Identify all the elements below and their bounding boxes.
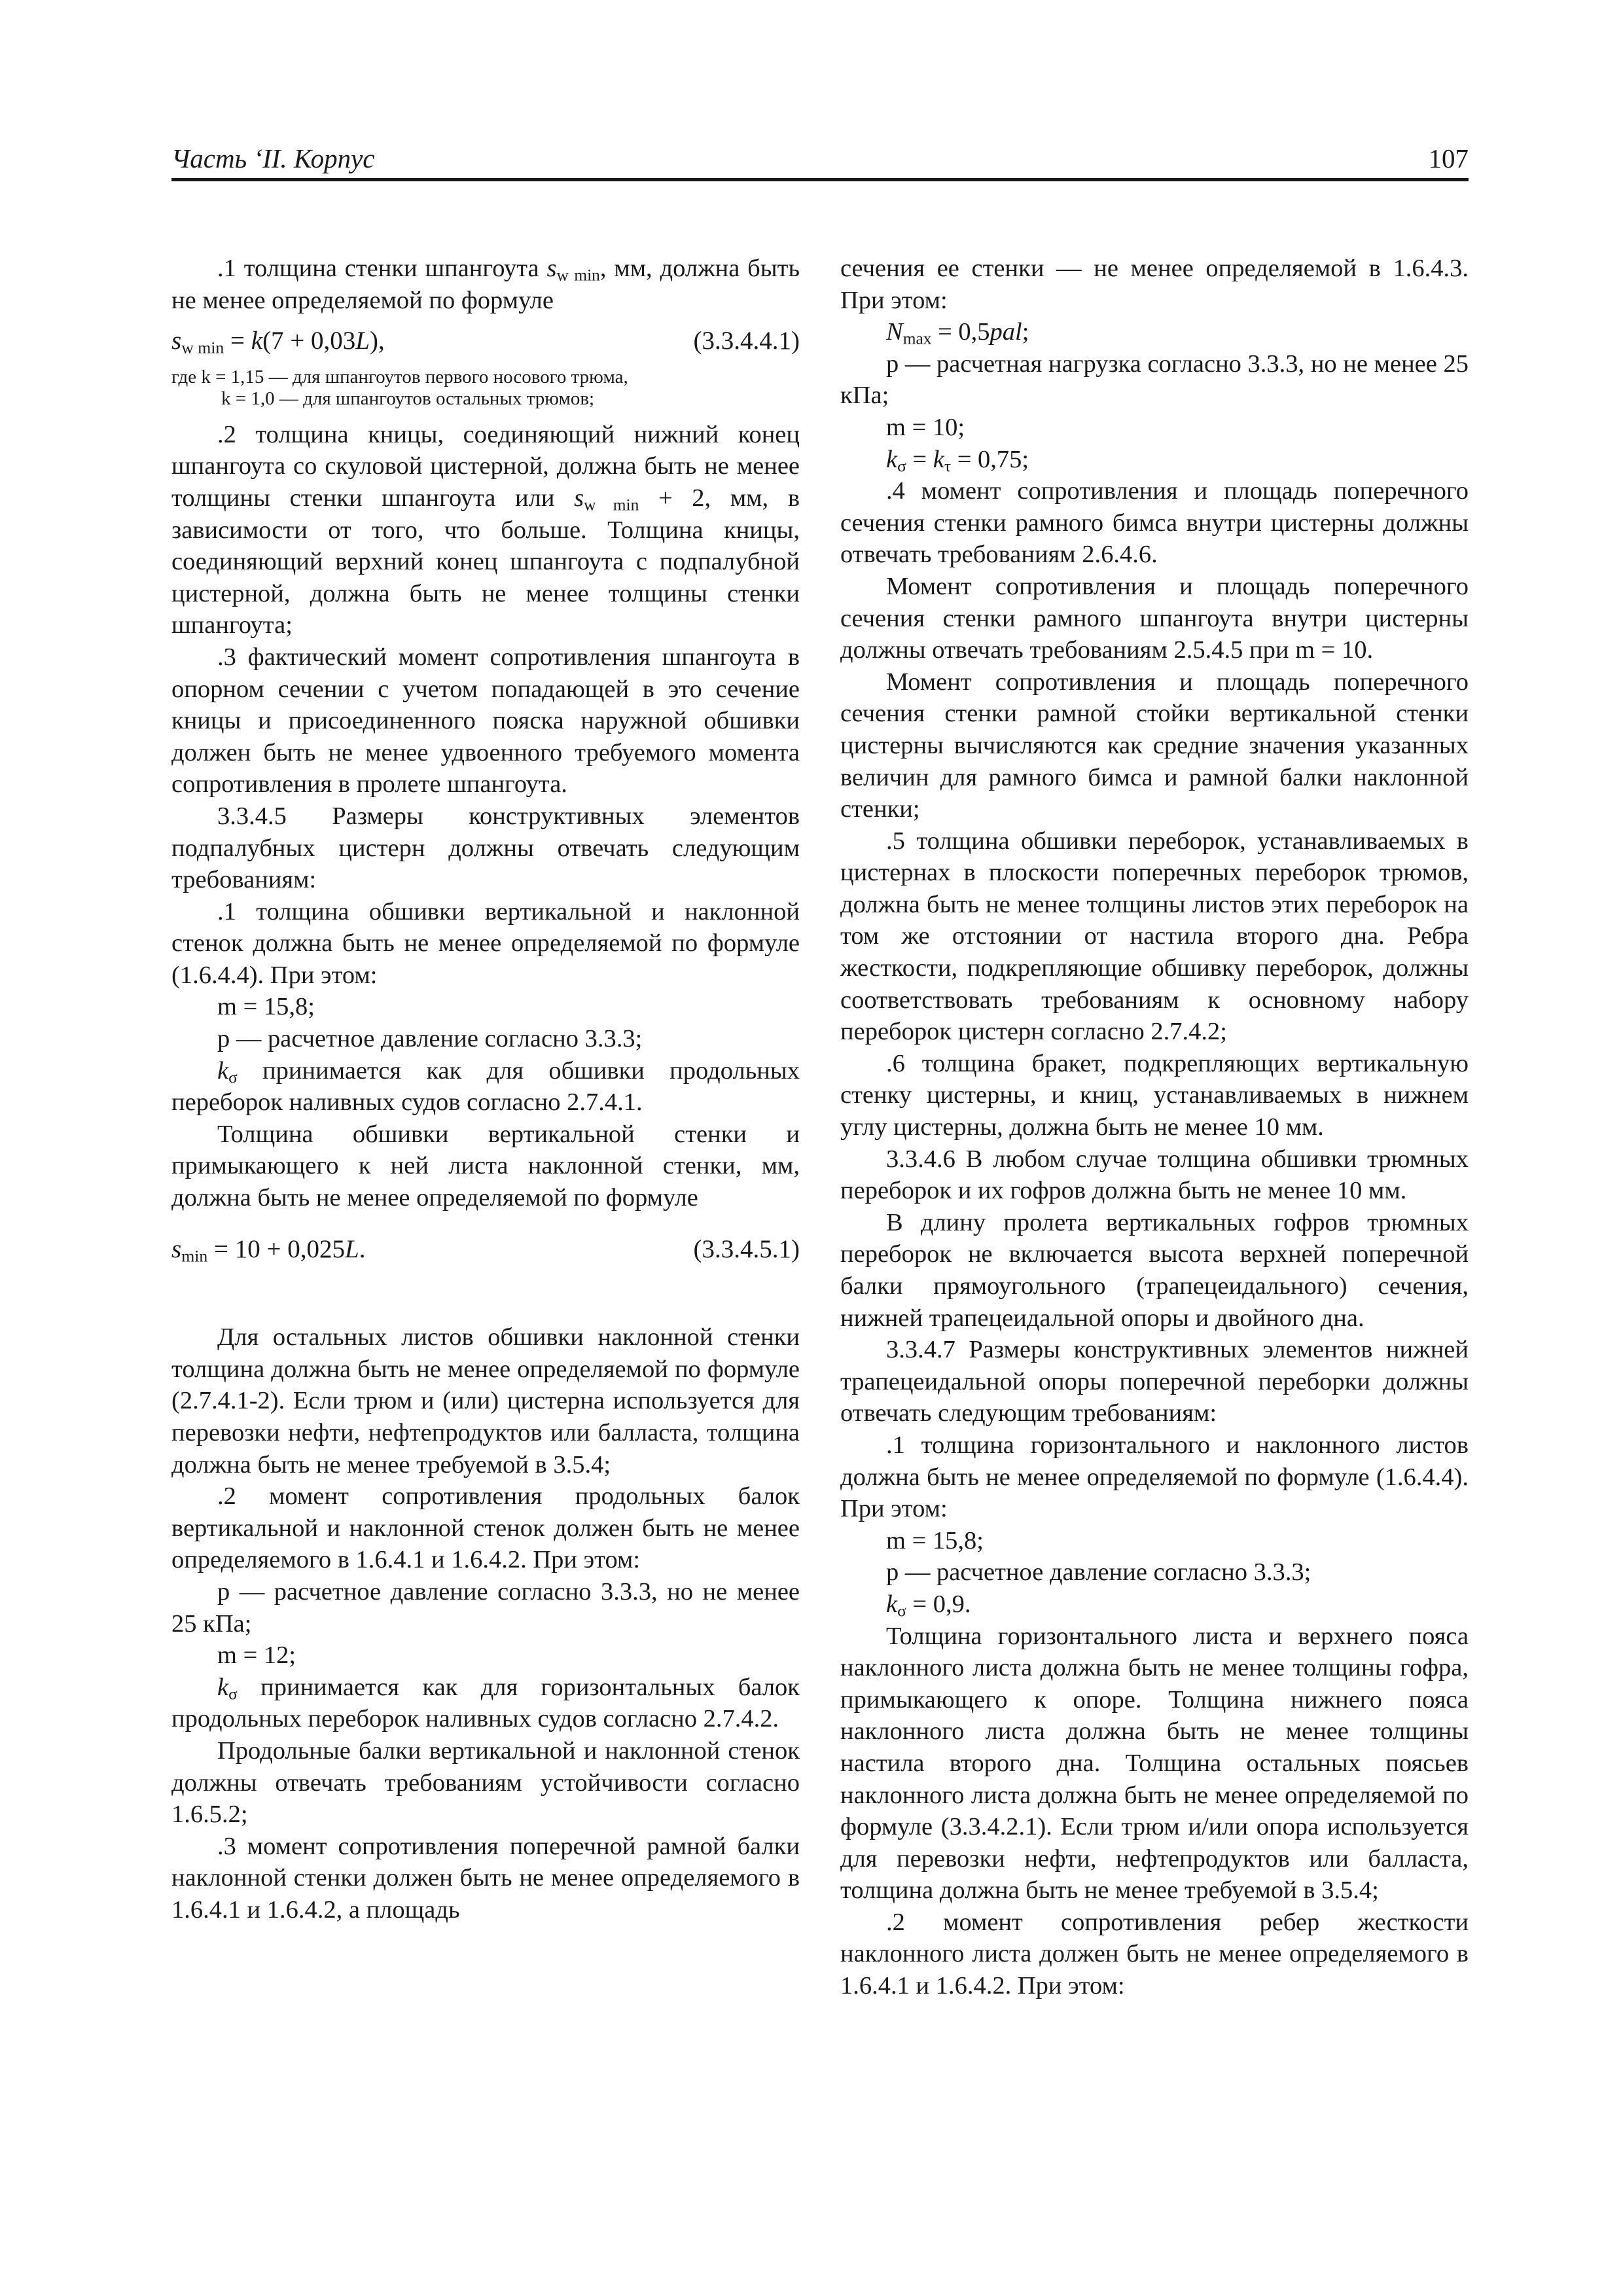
page-header: [171, 139, 1469, 181]
item-2-longitudinals: .2 момент сопротивления продольных балок вертикальной и наклонной стенок должен быть не менее определяемого в 1.6.4.1 и 1.6.4.2. При этом:: [171, 1482, 800, 1574]
item-4-deck-beam: .4 момент сопротивления и площадь поперечного сечения стенки рамного бимса внутри цистерны должны отвечать требованиям 2.6.4.6.: [840, 477, 1469, 569]
page-number: 107: [1428, 143, 1469, 173]
web-stiffener-text: Момент сопротивления и площадь поперечного сечения стенки рамной стойки вертикальной стенки цистерны вычисляются как средние значения указанных величин для рамного бимса и рамной балки наклонной стенки;: [840, 668, 1469, 823]
item-2-bracket: .2 толщина кницы, соединяющий нижний конец шпангоута со скуловой цистерной, должна быть не менее толщины стенки шпангоута или $s_{w min} + 2$, мм, в зависимости от того, что больше. Толщина кницы, соединяющий верхний конец шпангоута с подпалубной цистерной, должна быть не менее толщины стенки шпангоута;: [171, 420, 800, 639]
web-frame-text: Момент сопротивления и площадь поперечного сечения стенки рамного шпангоута внутри цистерны должны отвечать требованиям 2.5.4.5 при m = 10.: [840, 572, 1469, 664]
item-1-stool-plates: .1 толщина горизонтального и наклонного листов должна быть не менее определяемой по формуле (1.6.4.4). При этом:: [840, 1431, 1469, 1523]
param-k-sigma: $k_\sigma$ принимается как для обшивки продольных переборок наливных судов согласно 2.7.4.1.: [171, 1056, 800, 1117]
formula-3-3-4-5-1: $s_{min} = 10 + 0,025L$. (3.3.4.5.1): [171, 1234, 800, 1266]
param-p: p — расчетное давление согласно 3.3.3, но не менее 25 кПа;: [171, 1577, 800, 1638]
clause-3-3-4-7: 3.3.4.7 Размеры конструктивных элементов нижней трапецеидальной опоры поперечной переборки должны отвечать следующим требованиям:: [840, 1336, 1469, 1427]
item-3-section-modulus: .3 фактический момент сопротивления шпангоута в опорном сечении с учетом попадающей в это сечение кницы и присоединенного пояска наружной обшивки должен быть не менее удвоенного требуемого момента сопротивления в пролете шпангоута.: [171, 643, 800, 798]
other-plates-text: Для остальных листов обшивки наклонной стенки толщина должна быть не менее определяемой по формуле (2.7.4.1-2). Если трюм и (или) цистерна используется для перевозки нефти, нефтепродуктов или балласта, толщина должна быть не менее требуемой в 3.5.4;: [171, 1323, 800, 1479]
running-title: Часть ‘II. Корпус: [171, 143, 375, 173]
item-2-stool-stiffeners: .2 момент сопротивления ребер жесткости наклонного листа должен быть не менее определяемого в 1.6.4.1 и 1.6.4.2. При этом:: [840, 1908, 1469, 2000]
clause-3-3-4-6: 3.3.4.6 В любом случае толщина обшивки трюмных переборок и их гофров должна быть не менее 10 мм.: [840, 1145, 1469, 1205]
param-m: m = 15,8;: [886, 1526, 984, 1554]
param-m: m = 12;: [217, 1641, 296, 1670]
formula-where-block: где k = 1,15 — для шпангоутов первого носового трюма, k = 1,0 — для шпангоутов остальных трюмов;: [171, 366, 628, 409]
plating-thickness-text: Толщина обшивки вертикальной стенки и примыкающего к ней листа наклонной стенки, мм, должна быть не менее определяемой по формуле: [171, 1120, 800, 1212]
right-column: [840, 253, 1469, 2002]
formula-number: (3.3.4.4.1): [693, 327, 800, 355]
stool-plate-thickness-text: Толщина горизонтального листа и верхнего пояса наклонного листа должна быть не менее толщины гофра, примыкающего к опоре. Толщина нижнего пояса наклонного листа должна быть не менее толщины настила второго дна. Толщина остальных поясьев наклонного листа должна быть не менее определяемой по формуле (3.3.4.2.1). Если трюм и/или опора используется для перевозки нефти, нефтепродуктов или балласта, толщина должна быть не менее требуемой в 3.5.4;: [840, 1622, 1469, 1905]
item-6-brackets: .6 толщина бракет, подкрепляющих вертикальную стенку цистерны, и книц, устанавливаемых в нижнем углу цистерны, должна быть не менее 10 мм.: [840, 1049, 1469, 1141]
param-p: p — расчетное давление согласно 3.3.3;: [886, 1558, 1311, 1587]
param-k-sigma-tau: $k_\sigma = k_\tau = 0,75$;: [886, 445, 1029, 475]
continuation-text: сечения ее стенки — не менее определяемой в 1.6.4.3. При этом:: [840, 255, 1469, 314]
item-1-frame-web: .1 толщина стенки шпангоута $s_{w min}$, мм, должна быть не менее определяемой по формуле: [171, 255, 800, 314]
param-m: m = 10;: [886, 413, 965, 441]
param-p: p — расчетная нагрузка согласно 3.3.3, но не менее 25 кПа;: [840, 350, 1469, 410]
param-p: p — расчетное давление согласно 3.3.3;: [217, 1025, 643, 1053]
stability-text: Продольные балки вертикальной и наклонной стенок должны отвечать требованиям устойчивости согласно 1.6.5.2;: [171, 1736, 800, 1829]
item-3-web-frame: .3 момент сопротивления поперечной рамной балки наклонной стенки должен быть не менее определяемого в 1.6.4.1 и 1.6.4.2, а площадь: [171, 1832, 800, 1924]
formula-3-3-4-4-1: $s_{w min} = k(7 + 0,03L)$, (3.3.4.4.1): [171, 327, 800, 357]
param-k-sigma: $k_\sigma = 0,9$.: [886, 1590, 971, 1621]
param-nmax: $N_{max} = 0,5pal$;: [886, 318, 1029, 348]
item-5-bulkhead-plating: .5 толщина обшивки переборок, устанавливаемых в цистернах в плоскости поперечных переборок трюмов, должна быть не менее толщины листов этих переборок на том же отстоянии от настила второго дна. Ребра жесткости, подкрепляющие обшивку переборок, должны соответствовать требованиям к основному набору переборок цистерн согласно 2.7.4.2;: [840, 827, 1469, 1046]
left-column: [171, 253, 800, 1926]
param-k-sigma: $k_\sigma$ принимается как для горизонтальных балок продольных переборок наливных судов согласно 2.7.4.2.: [171, 1673, 800, 1733]
clause-3-3-4-5: 3.3.4.5 Размеры конструктивных элементов подпалубных цистерн должны отвечать следующим требованиям:: [171, 802, 800, 894]
formula-number: (3.3.4.5.1): [693, 1234, 800, 1263]
param-m: m = 15,8;: [217, 993, 315, 1021]
item-1-plating: .1 толщина обшивки вертикальной и наклонной стенок должна быть не менее определяемой по формуле (1.6.4.4). При этом:: [171, 897, 800, 989]
corrugation-span-text: В длину пролета вертикальных гофров трюмных переборок не включается высота верхней поперечной балки прямоугольного (трапецеидального) сечения, нижней трапецеидальной опоры и двойного дна.: [840, 1208, 1469, 1332]
